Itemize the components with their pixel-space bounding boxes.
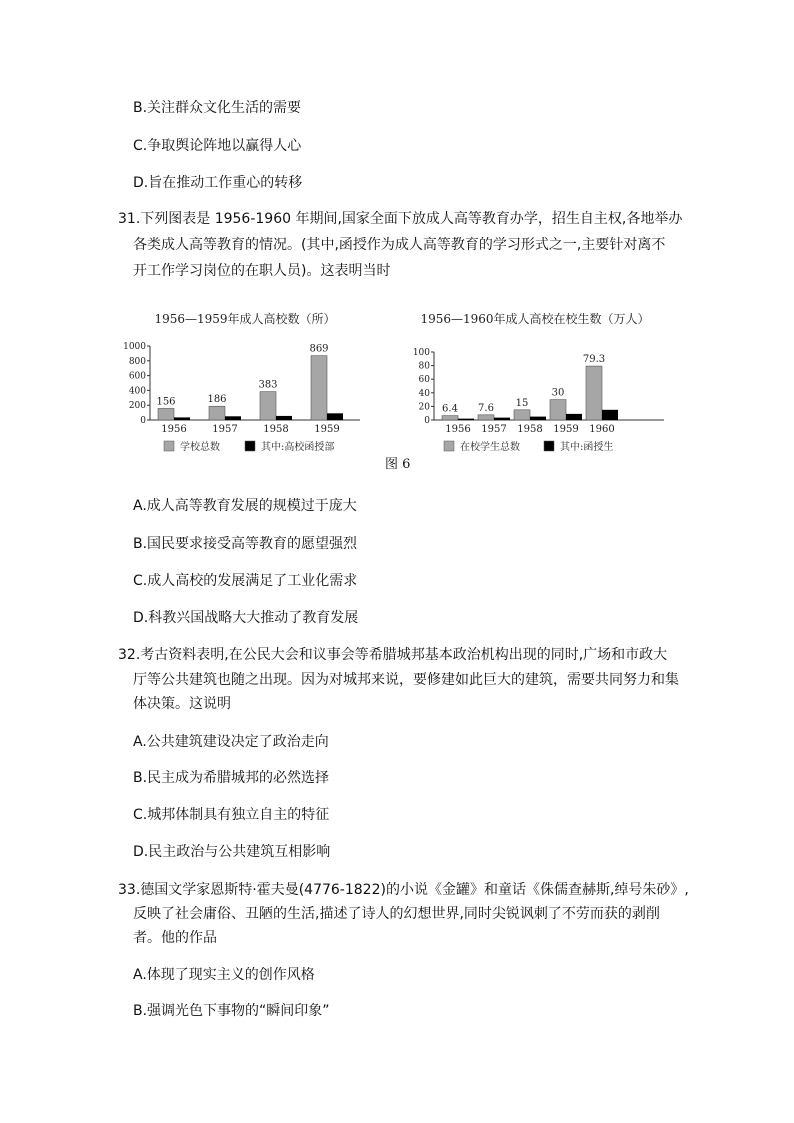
q32-option-d: D.民主政治与公共建筑互相影响 bbox=[133, 844, 331, 860]
q32-option-b: B.民主成为希腊城邦的必然选择 bbox=[133, 770, 330, 786]
q33-stem-line2: 反映了社会庸俗、丑陋的生活,描述了诗人的幻想世界,同时尖锐讽刺了不劳而获的剥削 bbox=[133, 906, 660, 922]
chart2-y-tick-label: 80 bbox=[418, 361, 430, 372]
q31-option-d: D.科教兴国战略大大推动了教育发展 bbox=[133, 610, 359, 626]
chart2-bar-correspondence bbox=[494, 418, 510, 420]
q33-stem-line3: 者。他的作品 bbox=[133, 930, 217, 946]
chart2-legend-label: 在校学生总数 bbox=[460, 442, 520, 453]
chart1-category-label: 1956 bbox=[161, 424, 187, 435]
chart2-category-label: 1959 bbox=[553, 424, 579, 435]
q33-option-a: A.体现了现实主义的创作风格 bbox=[133, 967, 315, 983]
chart1-y-tick-label: 1000 bbox=[123, 342, 146, 352]
figure-6 bbox=[0, 300, 794, 480]
chart2-legend-label: 其中:函授生 bbox=[560, 442, 614, 453]
chart1-legend-swatch bbox=[245, 441, 255, 451]
chart2-bar-total bbox=[442, 416, 458, 420]
option-d: D.旨在推动工作重心的转移 bbox=[133, 175, 303, 191]
chart1-bar-total bbox=[311, 356, 327, 420]
chart1-data-label: 869 bbox=[309, 343, 329, 355]
chart1-bar-correspondence bbox=[327, 413, 343, 420]
q33-stem-line1: 33.德国文学家恩斯特·霍夫曼(4776-1822)的小说《金罐》和童话《侏儒查赫斯,绰号朱砂》, bbox=[118, 882, 689, 898]
chart1-y-tick-label: 0 bbox=[140, 416, 146, 426]
chart2-bar-total bbox=[478, 415, 494, 420]
option-b: B.关注群众文化生活的需要 bbox=[133, 100, 302, 116]
chart2-legend-swatch bbox=[544, 441, 554, 451]
chart2-bar-total bbox=[550, 400, 566, 420]
chart1-legend-label: 学校总数 bbox=[180, 442, 220, 453]
chart1-y-tick-label: 600 bbox=[128, 371, 146, 382]
q31-stem-line3: 开工作学习岗位的在职人员)。这表明当时 bbox=[133, 263, 391, 279]
chart2-legend-swatch bbox=[444, 441, 454, 451]
chart2-category-label: 1960 bbox=[589, 424, 615, 435]
chart2-category-label: 1957 bbox=[481, 424, 507, 435]
chart1-y-tick-label: 800 bbox=[128, 356, 146, 367]
chart1-bar-correspondence bbox=[174, 417, 190, 420]
chart1-data-label: 383 bbox=[258, 379, 278, 391]
chart2-category-label: 1956 bbox=[445, 424, 471, 435]
chart2-title: 1956—1960年成人高校在校生数（万人） bbox=[420, 312, 650, 326]
chart2-y-tick-label: 40 bbox=[418, 388, 430, 399]
q32-stem-line2: 厅等公共建筑也随之出现。因为对城邦来说，要修建如此巨大的建筑，需要共同努力和集 bbox=[133, 672, 679, 688]
chart1-category-label: 1957 bbox=[212, 424, 238, 435]
chart2-bar-total bbox=[586, 366, 602, 420]
chart2-bar-correspondence bbox=[458, 419, 474, 420]
figure-caption: 图 6 bbox=[385, 457, 411, 472]
chart1-bar-total bbox=[260, 392, 276, 420]
chart1-category-label: 1958 bbox=[263, 424, 289, 435]
q33-option-b: B.强调光色下事物的“瞬间印象” bbox=[133, 1003, 330, 1019]
chart1-legend-swatch bbox=[164, 441, 174, 451]
chart1-bar-correspondence bbox=[276, 416, 292, 420]
chart2-y-tick-label: 60 bbox=[418, 375, 430, 386]
chart2-data-label: 6.4 bbox=[442, 403, 458, 415]
chart1-bar-total bbox=[209, 406, 225, 420]
chart1-y-tick-label: 200 bbox=[128, 401, 146, 412]
chart2-data-label: 30 bbox=[551, 387, 565, 399]
chart2-y-tick-label: 0 bbox=[424, 416, 430, 426]
q32-option-a: A.公共建筑建设决定了政治走向 bbox=[133, 734, 329, 750]
q31-option-c: C.成人高校的发展满足了工业化需求 bbox=[133, 573, 358, 589]
chart2-bar-total bbox=[514, 410, 530, 420]
q32-option-c: C.城邦体制具有独立自主的特征 bbox=[133, 807, 330, 823]
q32-stem-line3: 体决策。这说明 bbox=[133, 696, 231, 712]
chart2-bar-correspondence bbox=[530, 417, 546, 420]
q31-stem-line2: 各类成人高等教育的情况。(其中,函授作为成人高等教育的学习形式之一,主要针对离不 bbox=[133, 237, 666, 253]
chart1-legend-label: 其中:高校函授部 bbox=[261, 442, 335, 453]
chart2-bar-correspondence bbox=[566, 414, 582, 420]
chart2-data-label: 15 bbox=[515, 397, 529, 409]
q32-stem-line1: 32.考古资料表明,在公民大会和议事会等希腊城邦基本政治机构出现的同时,广场和市政大 bbox=[118, 647, 668, 663]
chart1-bar-total bbox=[158, 408, 174, 420]
chart2-bar-correspondence bbox=[602, 410, 618, 420]
chart2-y-tick-label: 20 bbox=[418, 402, 430, 413]
option-c: C.争取舆论阵地以赢得人心 bbox=[133, 138, 302, 154]
chart1-data-label: 156 bbox=[156, 396, 176, 408]
chart1-bar-correspondence bbox=[225, 416, 241, 420]
chart2-data-label: 7.6 bbox=[478, 402, 494, 414]
chart1-data-label: 186 bbox=[207, 394, 227, 406]
q31-stem-line1: 31.下列图表是 1956-1960 年期间,国家全面下放成人高等教育办学，招生自主权,各地举办 bbox=[118, 211, 683, 227]
chart2-category-label: 1958 bbox=[517, 424, 543, 435]
chart1-category-label: 1959 bbox=[314, 424, 340, 435]
chart2-data-label: 79.3 bbox=[582, 354, 606, 366]
q31-option-b: B.国民要求接受高等教育的愿望强烈 bbox=[133, 536, 358, 552]
chart-schools bbox=[0, 300, 794, 480]
chart2-y-tick-label: 100 bbox=[412, 348, 430, 358]
chart1-y-tick-label: 400 bbox=[128, 386, 146, 397]
q31-option-a: A.成人高等教育发展的规模过于庞大 bbox=[133, 498, 357, 514]
chart1-title: 1956—1959年成人高校数（所） bbox=[154, 312, 336, 326]
